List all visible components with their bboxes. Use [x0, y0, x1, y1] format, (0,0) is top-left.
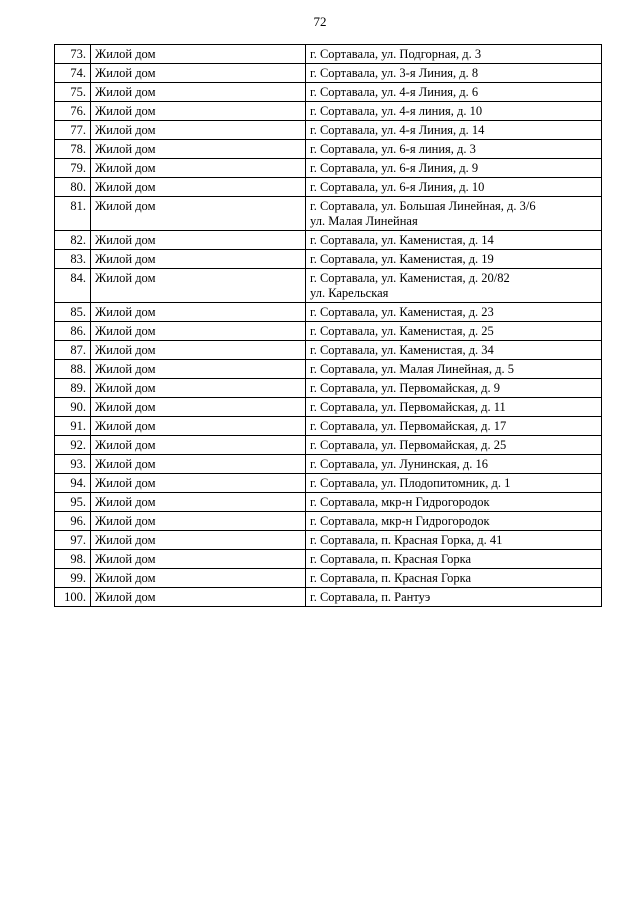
address-cell: г. Сортавала, п. Красная Горка: [306, 550, 602, 569]
table-row: [55, 231, 602, 250]
table-row: [55, 569, 602, 588]
row-number-cell: 94.: [55, 474, 91, 493]
table-row: [55, 303, 602, 322]
object-type-cell: Жилой дом: [91, 493, 306, 512]
row-number-cell: 87.: [55, 341, 91, 360]
address-cell: г. Сортавала, ул. Каменистая, д. 25: [306, 322, 602, 341]
object-type-cell: Жилой дом: [91, 341, 306, 360]
address-cell: г. Сортавала, п. Красная Горка, д. 41: [306, 531, 602, 550]
address-cell: г. Сортавала, ул. 4-я линия, д. 10: [306, 102, 602, 121]
table-row: [55, 64, 602, 83]
address-cell: г. Сортавала, мкр-н Гидрогородок: [306, 512, 602, 531]
table-row: [55, 102, 602, 121]
object-type-cell: Жилой дом: [91, 569, 306, 588]
object-type-cell: Жилой дом: [91, 322, 306, 341]
row-number-cell: 86.: [55, 322, 91, 341]
address-cell: г. Сортавала, ул. 6-я линия, д. 3: [306, 140, 602, 159]
address-cell: г. Сортавала, ул. Каменистая, д. 14: [306, 231, 602, 250]
row-number-cell: 75.: [55, 83, 91, 102]
object-type-cell: Жилой дом: [91, 231, 306, 250]
row-number-cell: 96.: [55, 512, 91, 531]
object-type-cell: Жилой дом: [91, 45, 306, 64]
row-number-cell: 93.: [55, 455, 91, 474]
address-cell: г. Сортавала, ул. Подгорная, д. 3: [306, 45, 602, 64]
table-row: [55, 178, 602, 197]
address-cell: г. Сортавала, ул. 6-я Линия, д. 9: [306, 159, 602, 178]
address-cell: г. Сортавала, ул. Большая Линейная, д. 3/6 ул. Малая Линейная: [306, 197, 602, 231]
object-type-cell: Жилой дом: [91, 360, 306, 379]
address-cell: г. Сортавала, ул. Первомайская, д. 17: [306, 417, 602, 436]
object-type-cell: Жилой дом: [91, 531, 306, 550]
address-cell: г. Сортавала, ул. Первомайская, д. 9: [306, 379, 602, 398]
table-row: [55, 493, 602, 512]
row-number-cell: 100.: [55, 588, 91, 607]
table-row: [55, 550, 602, 569]
table-row: [55, 83, 602, 102]
object-type-cell: Жилой дом: [91, 455, 306, 474]
table-row: [55, 341, 602, 360]
object-type-cell: Жилой дом: [91, 398, 306, 417]
table-row: [55, 531, 602, 550]
object-type-cell: Жилой дом: [91, 588, 306, 607]
row-number-cell: 84.: [55, 269, 91, 303]
building-registry-table: [54, 44, 602, 607]
row-number-cell: 97.: [55, 531, 91, 550]
page-number: 72: [313, 14, 327, 29]
object-type-cell: Жилой дом: [91, 64, 306, 83]
address-cell: г. Сортавала, ул. Каменистая, д. 34: [306, 341, 602, 360]
address-cell: г. Сортавала, п. Красная Горка: [306, 569, 602, 588]
object-type-cell: Жилой дом: [91, 250, 306, 269]
row-number-cell: 82.: [55, 231, 91, 250]
object-type-cell: Жилой дом: [91, 102, 306, 121]
table-row: [55, 197, 602, 231]
row-number-cell: 92.: [55, 436, 91, 455]
object-type-cell: Жилой дом: [91, 121, 306, 140]
object-type-cell: Жилой дом: [91, 140, 306, 159]
row-number-cell: 99.: [55, 569, 91, 588]
table-row: [55, 417, 602, 436]
object-type-cell: Жилой дом: [91, 474, 306, 493]
row-number-cell: 88.: [55, 360, 91, 379]
table-row: [55, 474, 602, 493]
table-row: [55, 140, 602, 159]
row-number-cell: 74.: [55, 64, 91, 83]
address-cell: г. Сортавала, ул. Каменистая, д. 19: [306, 250, 602, 269]
table-row: [55, 436, 602, 455]
object-type-cell: Жилой дом: [91, 83, 306, 102]
address-cell: г. Сортавала, ул. Лунинская, д. 16: [306, 455, 602, 474]
row-number-cell: 89.: [55, 379, 91, 398]
address-cell: г. Сортавала, ул. Первомайская, д. 11: [306, 398, 602, 417]
table-row: [55, 121, 602, 140]
object-type-cell: Жилой дом: [91, 159, 306, 178]
address-cell: г. Сортавала, ул. Малая Линейная, д. 5: [306, 360, 602, 379]
object-type-cell: Жилой дом: [91, 269, 306, 303]
address-cell: г. Сортавала, ул. Первомайская, д. 25: [306, 436, 602, 455]
row-number-cell: 76.: [55, 102, 91, 121]
address-cell: г. Сортавала, ул. Каменистая, д. 20/82 ул. Карельская: [306, 269, 602, 303]
address-cell: г. Сортавала, ул. 6-я Линия, д. 10: [306, 178, 602, 197]
table-row: [55, 322, 602, 341]
object-type-cell: Жилой дом: [91, 550, 306, 569]
table-row: [55, 159, 602, 178]
address-cell: г. Сортавала, мкр-н Гидрогородок: [306, 493, 602, 512]
table-row: [55, 379, 602, 398]
row-number-cell: 90.: [55, 398, 91, 417]
object-type-cell: Жилой дом: [91, 303, 306, 322]
object-type-cell: Жилой дом: [91, 512, 306, 531]
object-type-cell: Жилой дом: [91, 379, 306, 398]
address-cell: г. Сортавала, ул. 4-я Линия, д. 6: [306, 83, 602, 102]
row-number-cell: 81.: [55, 197, 91, 231]
object-type-cell: Жилой дом: [91, 197, 306, 231]
row-number-cell: 91.: [55, 417, 91, 436]
object-type-cell: Жилой дом: [91, 436, 306, 455]
address-cell: г. Сортавала, ул. Плодопитомник, д. 1: [306, 474, 602, 493]
table-row: [55, 360, 602, 379]
table-row: [55, 398, 602, 417]
object-type-cell: Жилой дом: [91, 178, 306, 197]
address-cell: г. Сортавала, ул. Каменистая, д. 23: [306, 303, 602, 322]
table-row: [55, 512, 602, 531]
row-number-cell: 85.: [55, 303, 91, 322]
table-body: [55, 45, 602, 607]
address-cell: г. Сортавала, ул. 4-я Линия, д. 14: [306, 121, 602, 140]
table-row: [55, 250, 602, 269]
table-row: [55, 588, 602, 607]
address-cell: г. Сортавала, п. Рантуэ: [306, 588, 602, 607]
object-type-cell: Жилой дом: [91, 417, 306, 436]
row-number-cell: 95.: [55, 493, 91, 512]
row-number-cell: 73.: [55, 45, 91, 64]
row-number-cell: 77.: [55, 121, 91, 140]
row-number-cell: 98.: [55, 550, 91, 569]
row-number-cell: 80.: [55, 178, 91, 197]
table-row: [55, 45, 602, 64]
address-cell: г. Сортавала, ул. 3-я Линия, д. 8: [306, 64, 602, 83]
table-row: [55, 269, 602, 303]
row-number-cell: 83.: [55, 250, 91, 269]
table-row: [55, 455, 602, 474]
row-number-cell: 78.: [55, 140, 91, 159]
row-number-cell: 79.: [55, 159, 91, 178]
